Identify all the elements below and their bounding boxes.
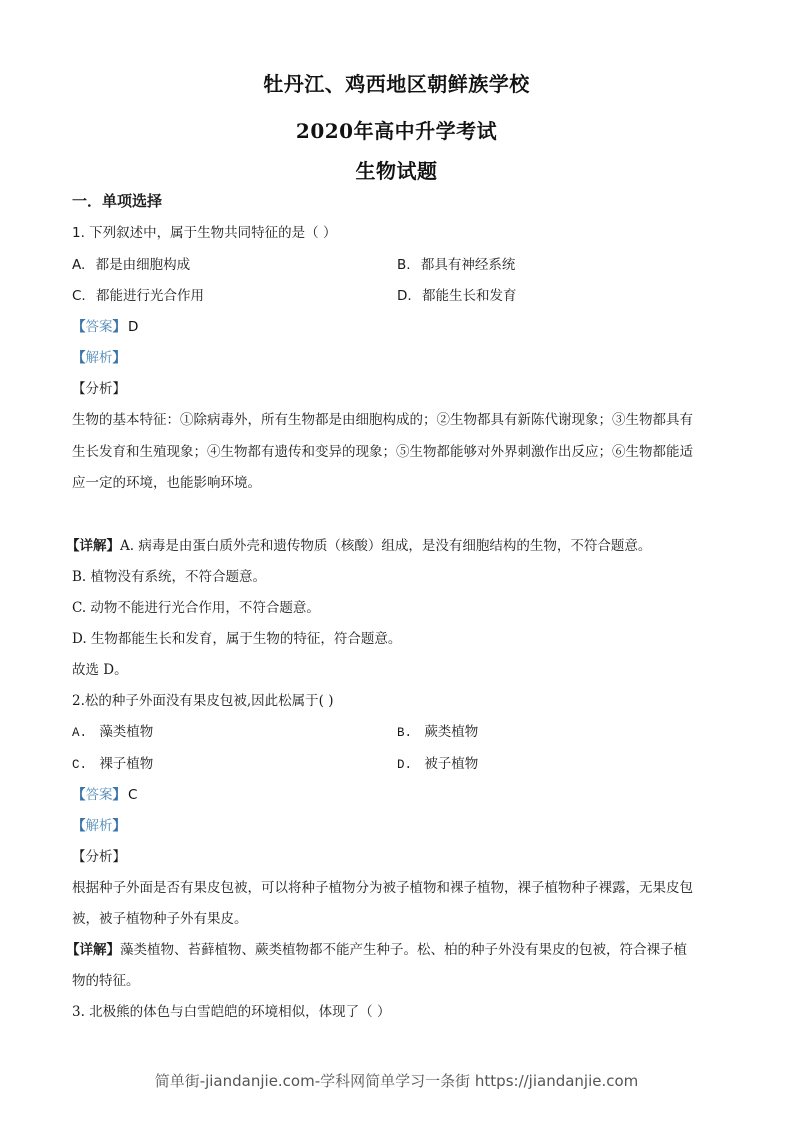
exam-title: 2020年高中升学考试	[295, 119, 498, 143]
q2-option-a	[72, 723, 153, 742]
q1-option-d	[397, 287, 516, 305]
option-letter: C.	[72, 758, 88, 772]
q2-analysis-line-1: 根据种子外面是否有果皮包被，可以将种子植物分为被子植物和裸子植物，裸子植物种子裸露，无果皮包	[72, 880, 693, 896]
option-letter: A.	[72, 726, 88, 740]
option-text: 蕨类植物	[424, 724, 479, 740]
option-letter: D.	[397, 288, 412, 304]
detail-label: 【详解】	[66, 942, 120, 958]
option-text: 都能进行光合作用	[96, 288, 205, 304]
footer-watermark: 简单街-jiandanjie.com-学科网简单学习一条街 https://jiandanjie.com	[154, 1072, 639, 1090]
q2-fenxi-label: 【分析】	[72, 849, 126, 865]
q2-detail-line-1: 【详解】藻类植物、苔藓植物、蕨类植物都不能产生种子。松、柏的种子外没有果皮的包被，符合裸子植	[66, 942, 687, 958]
option-text: 都具有神经系统	[420, 257, 516, 273]
option-text: 都是由细胞构成	[95, 257, 191, 273]
analysis-label: 解析	[85, 350, 113, 366]
option-text: 都能生长和发育	[421, 288, 517, 304]
q2-jiexi-label: 【解析】	[72, 818, 126, 834]
answer-label: 答案	[85, 319, 113, 335]
option-letter: D.	[397, 758, 413, 772]
option-letter: B.	[397, 726, 413, 740]
q1-analysis-line-1: 生物的基本特征：①除病毒外，所有生物都是由细胞构成的；②生物都具有新陈代谢现象；③生物都具有	[72, 412, 693, 428]
q1-detail-line-1: 【详解】A. 病毒是由蛋白质外壳和遗传物质（核酸）组成，是没有细胞结构的生物，不符合题意。	[66, 538, 652, 554]
q2-option-b	[397, 723, 478, 742]
q1-analysis-line-3: 应一定的环境，也能影响环境。	[72, 475, 261, 491]
answer-value: C	[128, 787, 138, 803]
option-text: 被子植物	[424, 756, 479, 772]
q1-detail-line-3: C. 动物不能进行光合作用，不符合题意。	[72, 600, 320, 616]
section-heading: 一．单项选择	[72, 192, 163, 210]
analysis-label: 解析	[85, 818, 113, 834]
q2-analysis-line-2: 被，被子植物种子外有果皮。	[72, 911, 248, 927]
answer-label: 答案	[85, 787, 113, 803]
q1-conclusion: 故选 D。	[72, 662, 128, 678]
q1-option-c	[72, 287, 204, 305]
q1-fenxi-label: 【分析】	[72, 381, 126, 397]
detail-label: 【详解】	[66, 538, 120, 554]
q2-option-c	[72, 755, 153, 774]
q2-detail-line-2: 物的特征。	[72, 973, 140, 989]
option-letter: A.	[72, 257, 86, 273]
answer-value: D	[128, 319, 139, 335]
q1-detail-line-2: B. 植物没有系统，不符合题意。	[72, 569, 267, 585]
option-letter: C.	[72, 288, 86, 304]
q1-option-a	[72, 256, 190, 274]
q1-jiexi-label: 【解析】	[72, 350, 126, 366]
option-text: 裸子植物	[99, 756, 154, 772]
q1-option-b	[397, 256, 515, 274]
subject-title: 生物试题	[355, 159, 438, 183]
school-title: 牡丹江、鸡西地区朝鲜族学校	[263, 72, 530, 96]
option-letter: B.	[397, 257, 411, 273]
q2-answer: 【答案】 C	[72, 787, 138, 803]
question-3-stem: 3. 北极熊的体色与白雪皑皑的环境相似，体现了（ ）	[72, 1004, 391, 1020]
q1-detail-line-4: D. 生物都能生长和发育，属于生物的特征，符合题意。	[72, 631, 402, 647]
q1-analysis-line-2: 生长发育和生殖现象；④生物都有遗传和变异的现象；⑤生物都能够对外界刺激作出反应；⑥生物都能适	[72, 444, 693, 460]
q2-option-d	[397, 755, 478, 774]
question-1-stem: 1. 下列叙述中，属于生物共同特征的是（ ）	[72, 225, 337, 241]
question-2-stem: 2.松的种子外面没有果皮包被,因此松属于( )	[72, 693, 334, 709]
q1-answer: 【答案】 D	[72, 319, 139, 335]
option-text: 藻类植物	[99, 724, 154, 740]
